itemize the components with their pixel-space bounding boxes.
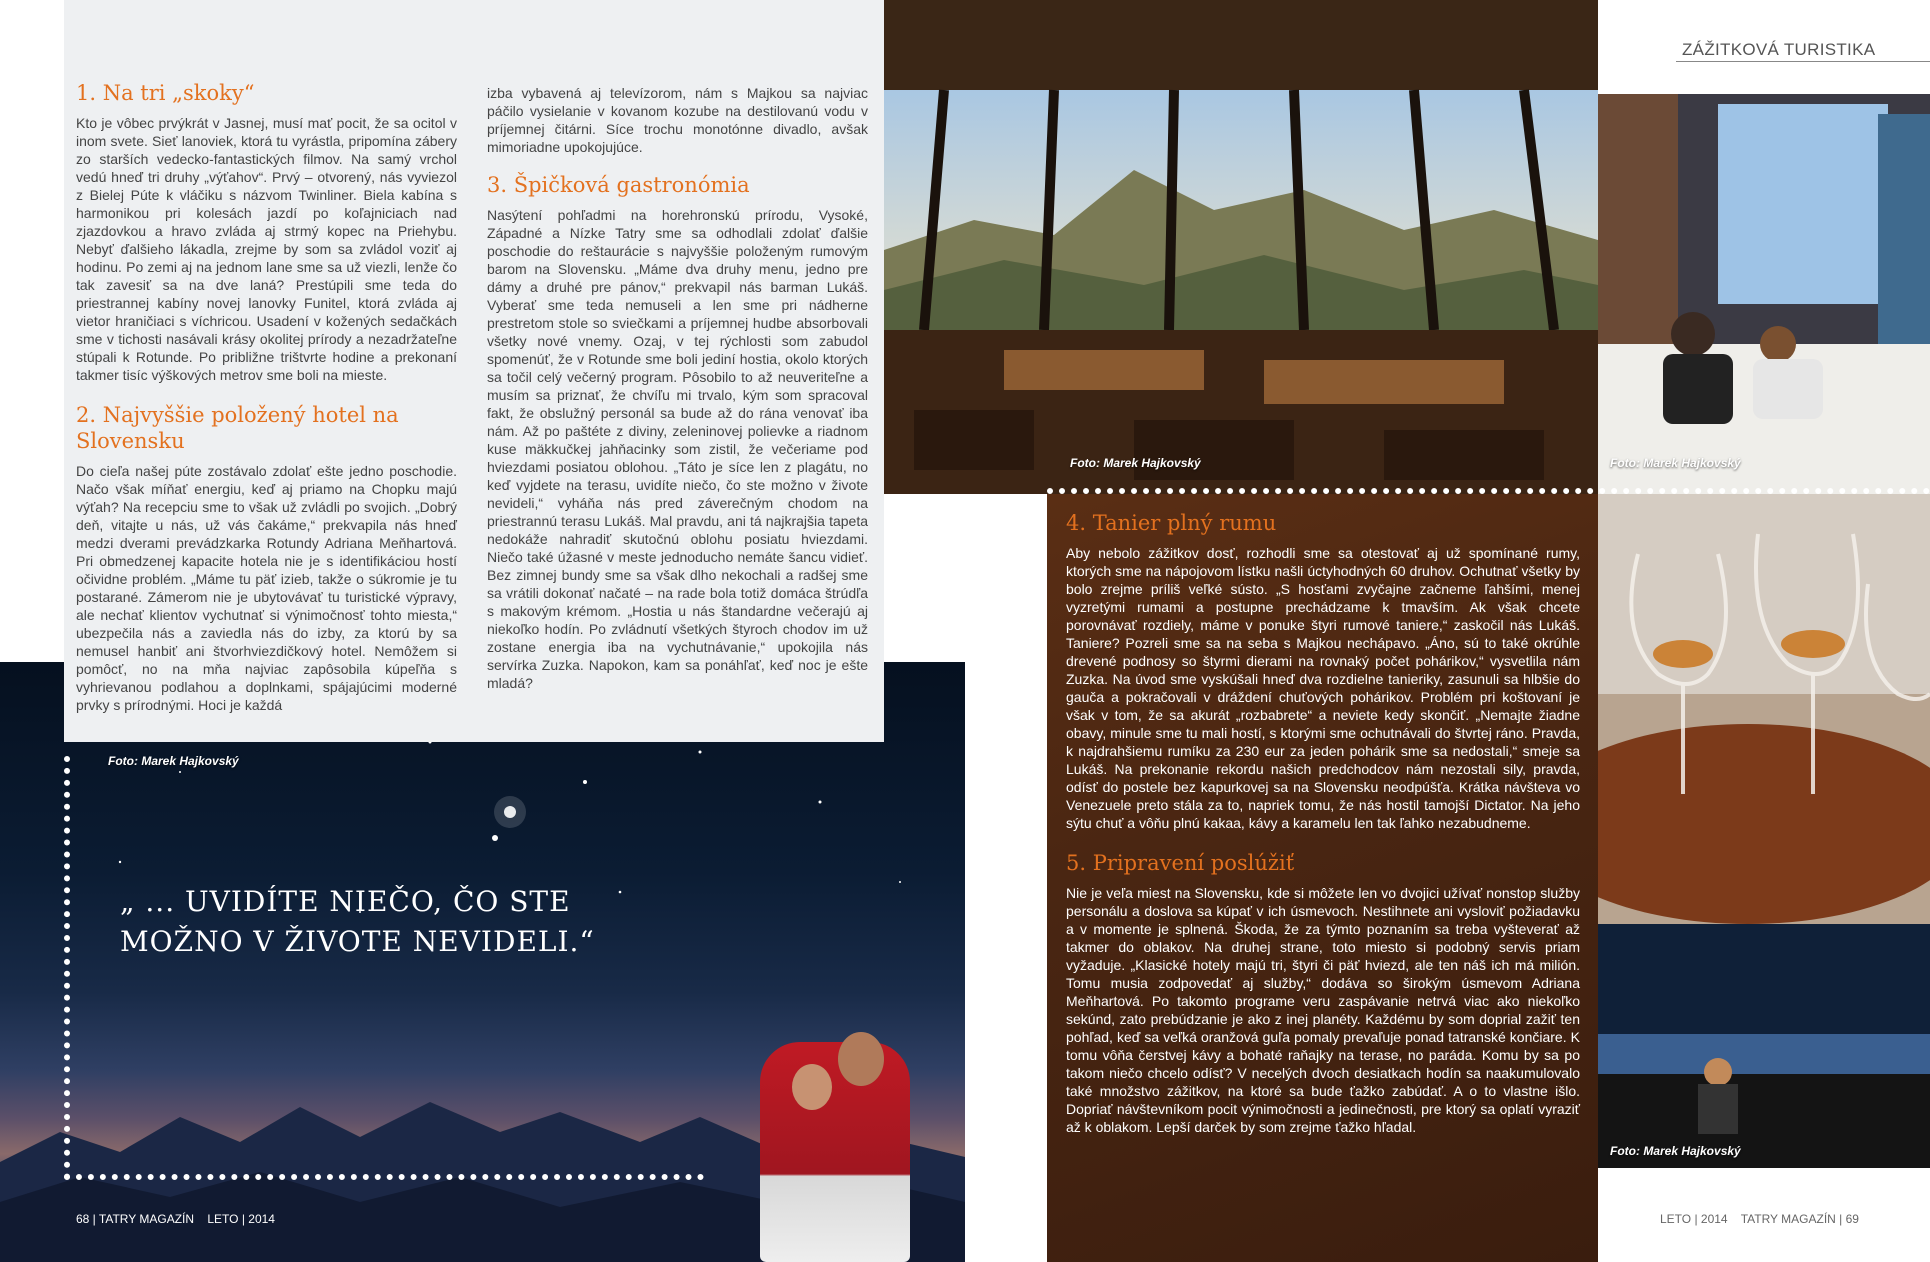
rum-glasses-icon bbox=[1598, 494, 1930, 924]
section-3-heading: 3. Špičková gastronómia bbox=[487, 173, 750, 197]
night-bar-photo bbox=[1598, 924, 1930, 1168]
couple-figure bbox=[760, 1042, 910, 1262]
bedroom-scene-icon bbox=[1598, 94, 1930, 494]
section-3-body: Nasýtení pohľadmi na horehronskú prírodu, Vysoké, Západné a Nízke Tatry sme sa odhodlali zdolať ďalšie poschodie do reštaurácie s najvyššie položeným rumovým barom na Slovensku. „Máme dva druhy menu, jedno pre dámy a druhé pre pánov,“ prekvapil nás barman Lukáš. Vyberať sme teda nemuseli a len sme pri nádherne prestretom stole so sviečkami a príjemnej hudbe absorbovali všetky nové vnemy. Ozaj, v tej rýchlosti som zabudol spomenúť, že v Rotunde sme boli jediní hostia, okolo ktorých sa točil celý večerný program. Pôsobilo to až neuveriteľne a musím sa priznať, že chvíľu mi trvalo, kým som spracoval fakt, že obslužný personál sa bude až do rána venovať iba nám. Až po paštéte z diviny, zeleninovej polievke a riadnom kuse mäkkučkej jahňacinky som zistil, že večeriame pod hviezdami posiatou oblohou. „Táto je síce len z plagátu, no keď vyjdete na terasu, uvidíte niečo, čo ste možno v živote nevideli,“ vyháňa nás pred záverečným chodom na priestrannú terasu Lukáš. Mal pravdu, ani tá najkrajšia tapeta nedokáže nahradiť skutočnú oblohu posiatu hviezdami. Niečo také úžasné v meste jednoducho nemáte šancu vidieť. Bez zimnej bundy sme sa však dlho nekochali a radšej sme sa vrátili dokonať načaté – na rade bola totiž domáca štrúdľa s makovým krémom. „Hostia u nás štandardne večerajú aj niekoľko hodín. Po zvládnutí všetkých štyroch chodov im už zostane energia iba na vychutnávanie,“ upokojila nás servírka Zuzka. Napokon, kam sa ponáhľať, keď noc je ešte mladá? bbox=[487, 207, 868, 691]
footer-right: LETO | 2014 TATRY MAGAZÍN | 69 bbox=[1660, 1212, 1859, 1226]
section-label: ZÁŽITKOVÁ TURISTIKA bbox=[1682, 40, 1876, 59]
section-1-body: Kto je vôbec prvýkrát v Jasnej, musí mať pocit, že sa ocitol v inom svete. Sieť lanoviek, ktorá tu vyrástla, pripomína zábery zo starších vedecko-fantastických filmov. Na samý vrchol vedú hneď tri druhy „výťahov“. Prvý – otvorený, nás vyviezol z Bielej Púte k vláčiku s názvom Twinliner. Biela kabína s harmonikou pri kolesách jazdí po koľajniciach nad zjazdovkou a hravo zvláda aj strmý kopec na Priehybu. Nebyť ďalšieho lákadla, zrejme by som sa zvládol voziť aj hodinu. Po zemi aj na jednom lane sme sa už viezli, lenže čo tak zavesiť sa na dve laná? Prestúpili sme teda do priestrannej kabíny novej lanovky Funitel, ktorá zvláda aj vietor hraničiaci s víchricou. Usadení v kožených sedačkách sme v tichosti nasávali krásy okolitej prírody a nezadržateľne stúpali k Rotunde. Po približne trištvrte hodine a prekonaní takmer tisíc výškových metrov sme boli na mieste. bbox=[76, 115, 457, 383]
bar-photo-caption: Foto: Marek Hajkovský bbox=[1610, 1144, 1741, 1158]
left-column-2 bbox=[487, 84, 868, 692]
section-2-body: Do cieľa našej púte zostávalo zdolať ešte jedno poschodie. Načo však míňať energiu, keď aj priamo na Chopku majú výťah? Na recepciu sme to však už zvládli po svojich. „Dobrý deň, vitajte u nás, už vás čakáme,“ prekvapila nás hneď medzi dverami prevádzkarka Rotundy Adriana Meňhartová. Pri obmedzenej kapacite hotela nie je s identifikáciou hostí očividne problém. „Máme tu päť izieb, takže o súkromie je tu postarané. Zámerom nie je ubytovávať tu turistické výpravy, ale nechať klientov vychutnať si výnimočnosť tohto miesta,“ ubezpečila nás a zaviedla nás do izby, za ktorú by sa nemusel hanbiť ani štvorhviezdičkový hotel. Nemôžem si pomôcť, no na mňa najviac zapôsobila kúpeľňa s vyhrievanou podlahou a doplnkami, spájajúcimi moderné prvky s prírodnými. Hoci je každá bbox=[76, 463, 457, 713]
night-sky-photo bbox=[0, 662, 965, 1262]
man-head bbox=[838, 1032, 884, 1086]
bar-scene-icon bbox=[1598, 924, 1930, 1168]
restaurant-photo bbox=[884, 0, 1598, 494]
section-4-heading: 4. Tanier plný rumu bbox=[1066, 511, 1277, 535]
rum-glasses-photo bbox=[1598, 494, 1930, 924]
bedroom-photo-caption: Foto: Marek Hajkovský bbox=[1610, 456, 1741, 470]
dotted-frame-bottom bbox=[64, 1174, 704, 1180]
section-5-heading: 5. Pripravení poslúžiť bbox=[1066, 851, 1295, 875]
restaurant-scene-icon bbox=[884, 0, 1598, 494]
section-4-body: Aby nebolo zážitkov dosť, rozhodli sme sa otestovať aj už spomínané rumy, ktorých sme na nápojovom lístku našli úctyhodných 60 druhov. Ochutnať všetky by bolo zrejme príliš veľké sústo. „S hosťami zvyčajne začneme ľahšími, menej vyzretými rumami a postupne prechádzame k tmavším. Ak však chcete porovnávať rozdiely, máme v ponuke štyri rumové taniere,“ zaskočil nás Lukáš. Taniere? Pozreli sme sa na seba s Majkou nechápavo. „Áno, sú to také okrúhle drevené podnosy so štyrmi dierami na rovnaký počet pohárikov,“ vysvetlila nám Zuzka. Na úvod sme vyskúšali hneď dva rozdielne tanieriky, zasunuli sa hlbšie do gauča a pokračovali v dráždení chuťových pohárikov. Problém pri koštovaní je však v tom, že sa akurát „rozbabrete“ a neviete kedy skončiť. „Nemajte žiadne obavy, minule sme tu mali hostí, s ktorými sme ochutnávali do štvrtej ráno. Pravda, k najdrahšiemu rumíku za 230 eur za jeden pohárik sme sa nedostali,“ smeje sa Lukáš. Na prekonanie rekordu našich predchodcov nám nezostali sily, pravda, odísť do postele bez kapurkovej sa na Slovensku neodpúšťa. Krátka návšteva vo Venezuele preto stála za to, napriek tomu, že nás hostil tamojší Dictator. Na jeho sýtu chuť a vôňu plnú kakaa, kávy a karamelu len tak ľahko nezabudneme. bbox=[1066, 545, 1580, 831]
stars-photo-caption: Foto: Marek Hajkovský bbox=[108, 754, 239, 768]
section-2-continued-body: izba vybavená aj televízorom, nám s Majkou sa najviac páčilo vysielanie v kovanom kozube na destilovanú vodu v príjemnej čitárni. Síce trochu monotónne divadlo, avšak mimoriadne upokojujúce. bbox=[487, 85, 868, 155]
woman-head bbox=[792, 1064, 832, 1110]
section-2-heading: 2. Najvyššie položený hotel na Slovensku bbox=[76, 403, 399, 453]
pull-quote: „ ... UVIDÍTE NIEČO, ČO STE MOŽNO V ŽIVOTE NEVIDELI.“ bbox=[120, 885, 595, 958]
footer-left: 68 | TATRY MAGAZÍN LETO | 2014 bbox=[76, 1212, 275, 1226]
left-column-1 bbox=[76, 80, 457, 714]
section-label-underline bbox=[1676, 61, 1930, 62]
section-1-heading: 1. Na tri „skoky“ bbox=[76, 81, 255, 105]
dotted-frame-left bbox=[64, 756, 70, 1180]
bedroom-photo bbox=[1598, 94, 1930, 494]
section-5-body: Nie je veľa miest na Slovensku, kde si môžete len vo dvojici užívať nonstop služby personálu a doslova sa kúpať v ich úsmevoch. Nestihnete ani vysloviť požiadavku a v momente je splnená. Škoda, že za týmto poznaním sa treba vyšteverať až takmer do oblakov. Na druhej strane, toto miesto si podobný servis priam vyžaduje. „Klasické hotely majú tri, štyri či päť hviezd, ale ten náš ich má milión. Tomu musia zodpovedať aj služby,“ dodáva so širokým úsmevom Adriana Meňhartová. Po takomto programe veru zaspávanie netrvá viac ako niekoľko sekúnd, zato prebúdzanie je ako z inej planéty. Každému by som doprial zažiť ten pohľad, keď sa veľká oranžová guľa pomaly prevaľuje ponad tatranské končiare. K tomu vôňa čerstvej kávy a bohaté raňajky na terase, no paráda. Komu by sa po takom niečo chcelo odísť? V necelých dvoch desiatkach hodín sa naakumulovalo také množstvo zážitkov, na ktoré sa bude ťažko zabúdať. A o to vlastne išlo. Dopriať návštevníkom pocit výnimočnosti a jedinečnosti, pre ktorý sa oplatí vyraziť až k oblakom. Lepší darček by som zrejme ťažko hľadal. bbox=[1066, 885, 1580, 1135]
restaurant-photo-caption: Foto: Marek Hajkovský bbox=[1070, 456, 1201, 470]
right-column bbox=[1066, 510, 1580, 1136]
